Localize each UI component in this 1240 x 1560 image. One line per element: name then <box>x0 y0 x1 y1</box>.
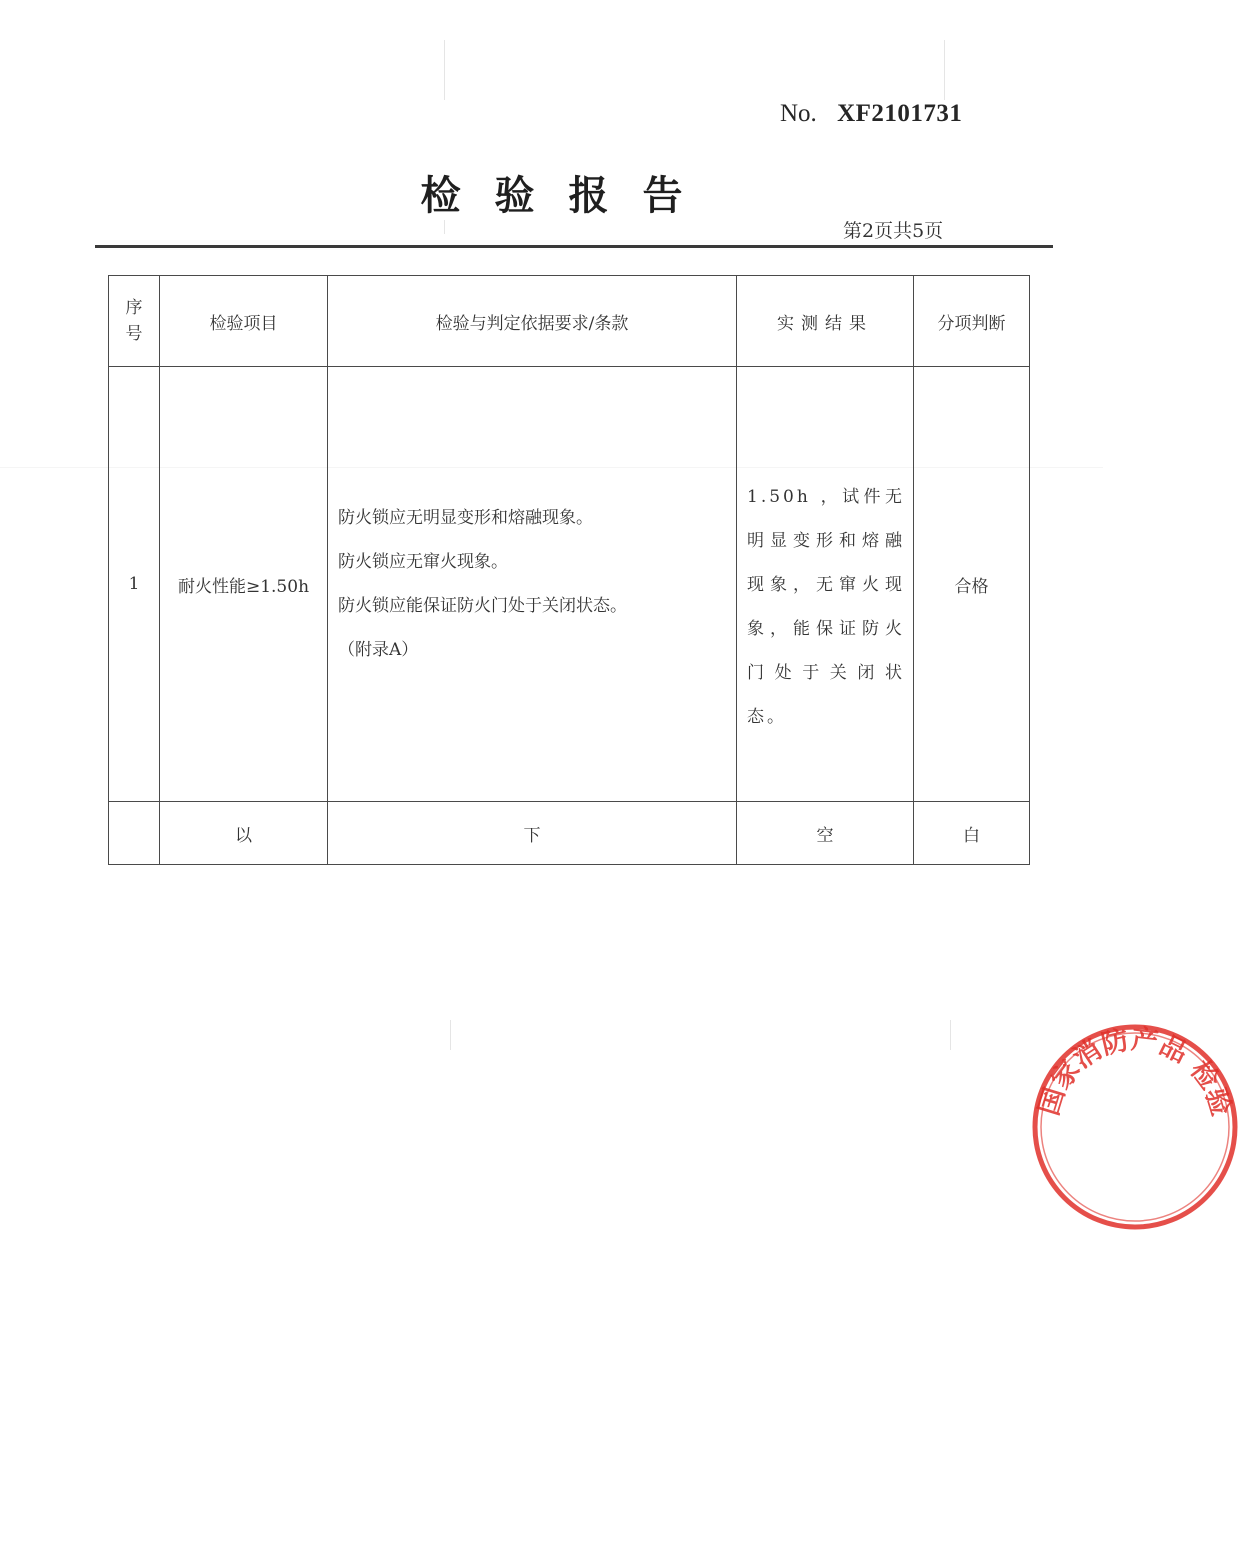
row-seq: 1 <box>109 367 160 802</box>
header-judgment: 分项判断 <box>914 276 1030 367</box>
scan-artifact <box>444 40 445 100</box>
seal-inner-ring <box>1041 1033 1229 1221</box>
row-result <box>737 367 914 802</box>
seal-outer-ring <box>1035 1027 1235 1227</box>
table-row-blank <box>109 802 1030 865</box>
header-seq <box>109 276 160 367</box>
header-seq-line1: 序 <box>125 298 143 318</box>
row-judgment: 合格 <box>914 367 1030 802</box>
blank-cell-empty <box>109 802 160 865</box>
criteria-line: 防火锁应无明显变形和熔融现象。 <box>338 508 593 528</box>
header-criteria: 检验与判定依据要求/条款 <box>328 276 737 367</box>
row-criteria <box>328 367 737 802</box>
scan-artifact <box>444 220 445 234</box>
result-text: 1.50h ，试件无明显变形和熔融现象，无窜火现象，能保证防火门处于关闭状态。 <box>747 487 905 727</box>
table-row <box>109 367 1030 802</box>
page-title: 检验报告 <box>420 173 717 219</box>
report-number-label: No. <box>780 100 817 127</box>
header-divider <box>95 245 1053 248</box>
scan-artifact <box>944 40 945 100</box>
report-number <box>780 100 962 128</box>
page-indicator: 第2页共5页 <box>843 220 944 242</box>
header-result: 实测结果 <box>737 276 914 367</box>
header-seq-line2: 号 <box>125 324 143 344</box>
criteria-line: （附录A） <box>338 640 419 660</box>
header-item: 检验项目 <box>160 276 328 367</box>
blank-cell: 下 <box>328 802 737 865</box>
official-seal <box>1030 1022 1240 1232</box>
blank-cell: 白 <box>914 802 1030 865</box>
scan-artifact <box>450 1020 451 1050</box>
table-header-row <box>109 276 1030 367</box>
inspection-table <box>108 275 1030 865</box>
blank-cell: 以 <box>160 802 328 865</box>
scan-artifact <box>950 1020 951 1050</box>
row-item: 耐火性能≥1.50h <box>160 367 328 802</box>
report-number-value: XF2101731 <box>837 100 963 127</box>
seal-text: 国家消防产品 检验 <box>1033 1024 1237 1120</box>
criteria-line: 防火锁应能保证防火门处于关闭状态。 <box>338 596 627 616</box>
blank-cell: 空 <box>737 802 914 865</box>
criteria-line: 防火锁应无窜火现象。 <box>338 552 508 572</box>
